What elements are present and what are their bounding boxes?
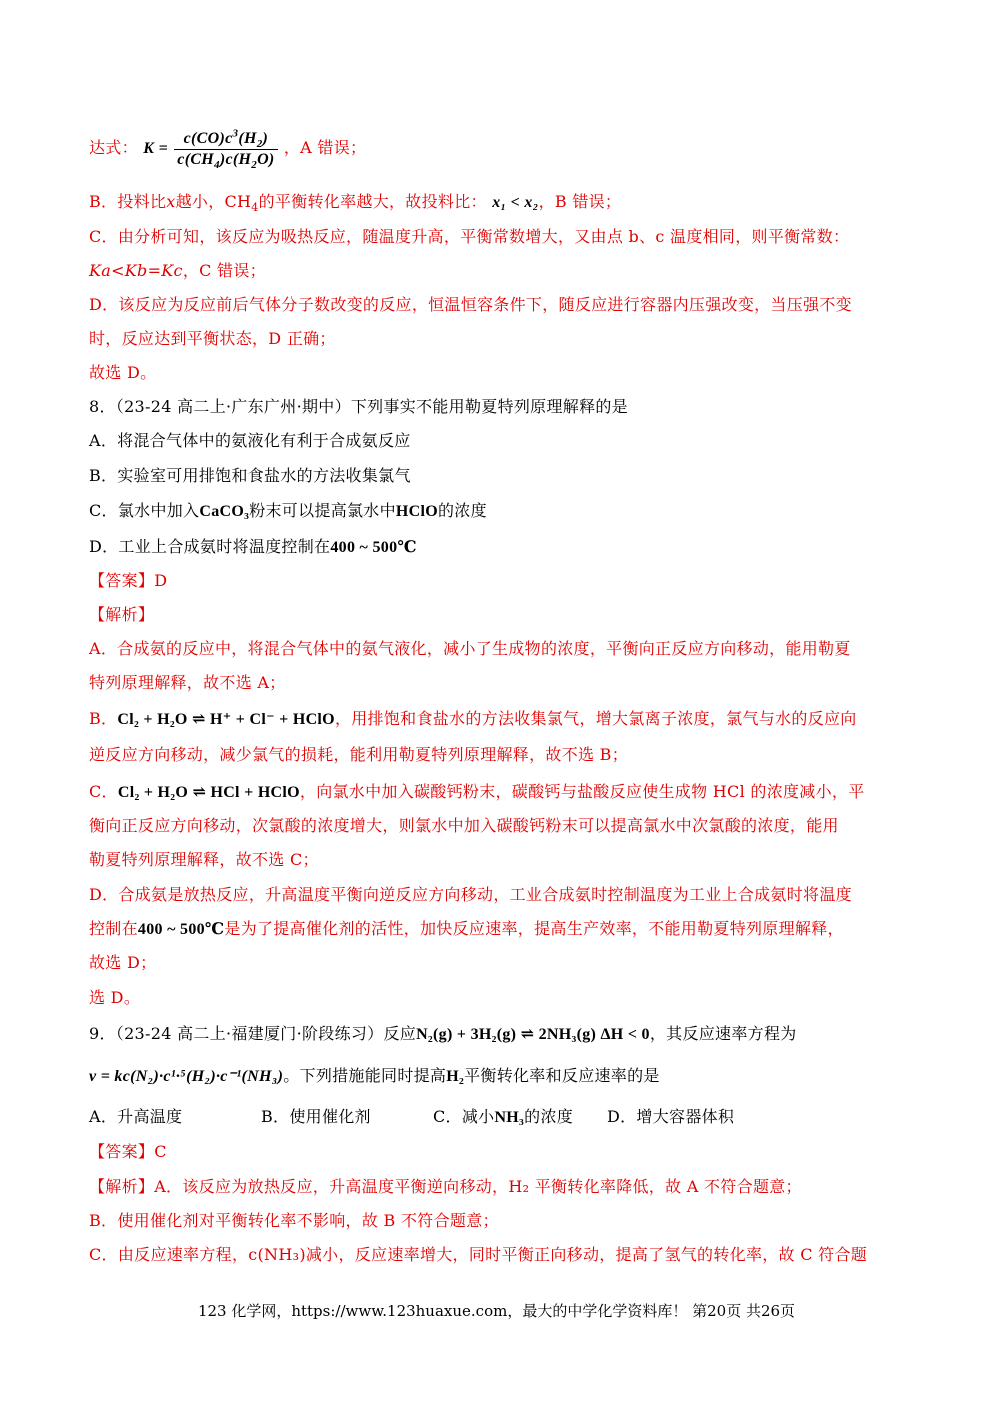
q9-exp-a: 【解析】A．该反应为放热反应，升高温度平衡逆向移动，H₂ 平衡转化率降低，故 A 不符合题意； <box>89 1177 802 1196</box>
q8-option-a: A．将混合气体中的氨液化有利于合成氨反应 <box>89 431 411 450</box>
q8-exp-c-2: 衡向正反应方向移动，次氯酸的浓度增大，则氯水中加入碳酸钙粉末可以提高氯水中次氯酸的浓度，能用 <box>89 816 839 835</box>
option-b-explanation: B．投料比x越小，$CH_4$的平衡转化率越大，故投料比： x₁ < x₂，B 错误； <box>89 192 622 215</box>
k-suffix: ，A 错误； <box>283 138 367 157</box>
q8-stem: 8．（23-24 高二上·广东广州·期中）下列事实不能用勒夏特列原理解释的是 <box>89 397 628 416</box>
q9-rate-equation-line: v = kc(N₂)·c¹·⁵(H₂)·c⁻¹(NH₃)。下列措施能同时提高H₂平衡转化率和反应速率的是 <box>89 1066 660 1085</box>
q8-exp-a-1: A．合成氨的反应中，将混合气体中的氨气液化，减小了生成物的浓度，平衡向正反应方向移动，能用勒夏 <box>89 639 851 658</box>
option-d-explanation-2: 时，反应达到平衡状态，D 正确； <box>89 329 336 348</box>
q8-option-c: C．氯水中加入CaCO₃粉末可以提高氯水中HClO的浓度 <box>89 501 487 520</box>
q8-option-d: D．工业上合成氨时将温度控制在400 ~ 500℃ <box>89 537 417 556</box>
q8-exp-c-3: 勒夏特列原理解释，故不选 C； <box>89 850 319 869</box>
q9-exp-b: B．使用催化剂对平衡转化率不影响，故 B 不符合题意； <box>89 1211 499 1230</box>
chlorine-hcl-equation: Cl₂ + H₂O ⇌ HCl + HClO <box>117 784 300 801</box>
page-footer: 123 化学网，https://www.123huaxue.com，最大的中学化学资料库！ 第20页 共26页 <box>197 1302 796 1320</box>
k-prefix: 达式： <box>89 138 138 157</box>
q8-exp-b-1: B．Cl₂ + H₂O ⇌ H⁺ + Cl⁻ + HClO，用排饱和食盐水的方法收集氯气，增大氯离子浓度，氯气与水的反应向 <box>89 709 857 728</box>
q8-exp-d-3: 故选 D； <box>89 953 157 972</box>
q8-exp-a-2: 特列原理解释，故不选 A； <box>89 673 286 692</box>
q9-options <box>89 1106 909 1129</box>
q8-exp-c-1: C．Cl₂ + H₂O ⇌ HCl + HClO，向氯水中加入碳酸钙粉末，碳酸钙与盐酸反应使生成物 HCl 的浓度减小，平 <box>89 782 865 801</box>
q8-exp-b-2: 逆反应方向移动，减少氯气的损耗，能利用勒夏特列原理解释，故不选 B； <box>89 745 629 764</box>
q8-exp-d-1: D．合成氨是放热反应，升高温度平衡向逆反应方向移动，工业合成氨时控制温度为工业上合成氨时将温度 <box>89 885 852 904</box>
q9-exp-c: C．由反应速率方程，c(NH₃)减小，反应速率增大，同时平衡正向移动，提高了氢气的转化率，故 C 符合题 <box>89 1245 868 1264</box>
q9-option-d: D．增大容器体积 <box>607 1107 735 1126</box>
q9-answer: 【答案】C <box>89 1142 167 1161</box>
q9-stem: 9．（23-24 高二上·福建厦门·阶段练习）反应N₂(g) + 3H₂(g) ⇌ 2NH₃(g) ΔH < 0，其反应速率方程为 <box>89 1024 797 1043</box>
q8-option-b: B．实验室可用排饱和食盐水的方法收集氯气 <box>89 466 411 485</box>
q8-exp-d-4: 选 D。 <box>89 988 141 1007</box>
conclusion-q7: 故选 D。 <box>89 363 157 382</box>
k-compare-line: Ka<Kb=Kc，C 错误； <box>89 261 266 280</box>
ratio-math: x₁ < x₂ <box>492 194 539 211</box>
k-fraction: $\frac{c(CO)c^3(H_2)}{c(CH_4)c(H_2O)}$ <box>174 130 277 169</box>
q9-option-a: A．升高温度 <box>89 1107 183 1126</box>
q8-analysis-label: 【解析】 <box>89 605 155 624</box>
option-c-explanation: C．由分析可知，该反应为吸热反应，随温度升高，平衡常数增大，又由点 b、c 温度相同，则平衡常数： <box>89 227 850 246</box>
chlorine-equation: Cl₂ + H₂O ⇌ H⁺ + Cl⁻ + HClO <box>117 711 335 728</box>
q9-option-c: C．减小NH₃的浓度 <box>433 1107 574 1126</box>
rate-equation: v = kc(N₂)·c¹·⁵(H₂)·c⁻¹(NH₃) <box>89 1068 284 1085</box>
k-expression-line <box>89 127 367 172</box>
k-formula: K = $\frac{c(CO)c^3(H_2)}{c(CH_4)c(H_2O)}$ <box>143 140 284 157</box>
q8-answer: 【答案】D <box>89 571 168 590</box>
q9-option-b: B．使用催化剂 <box>261 1107 371 1126</box>
option-d-explanation-1: D．该反应为反应前后气体分子数改变的反应，恒温恒容条件下，随反应进行容器内压强改变，当压强不变 <box>89 295 852 314</box>
q8-exp-d-2: 控制在400 ~ 500℃是为了提高催化剂的活性，加快反应速率，提高生产效率，不能用勒夏特列原理解释， <box>89 919 844 938</box>
ammonia-equation: N₂(g) + 3H₂(g) ⇌ 2NH₃(g) ΔH < 0 <box>416 1026 650 1043</box>
